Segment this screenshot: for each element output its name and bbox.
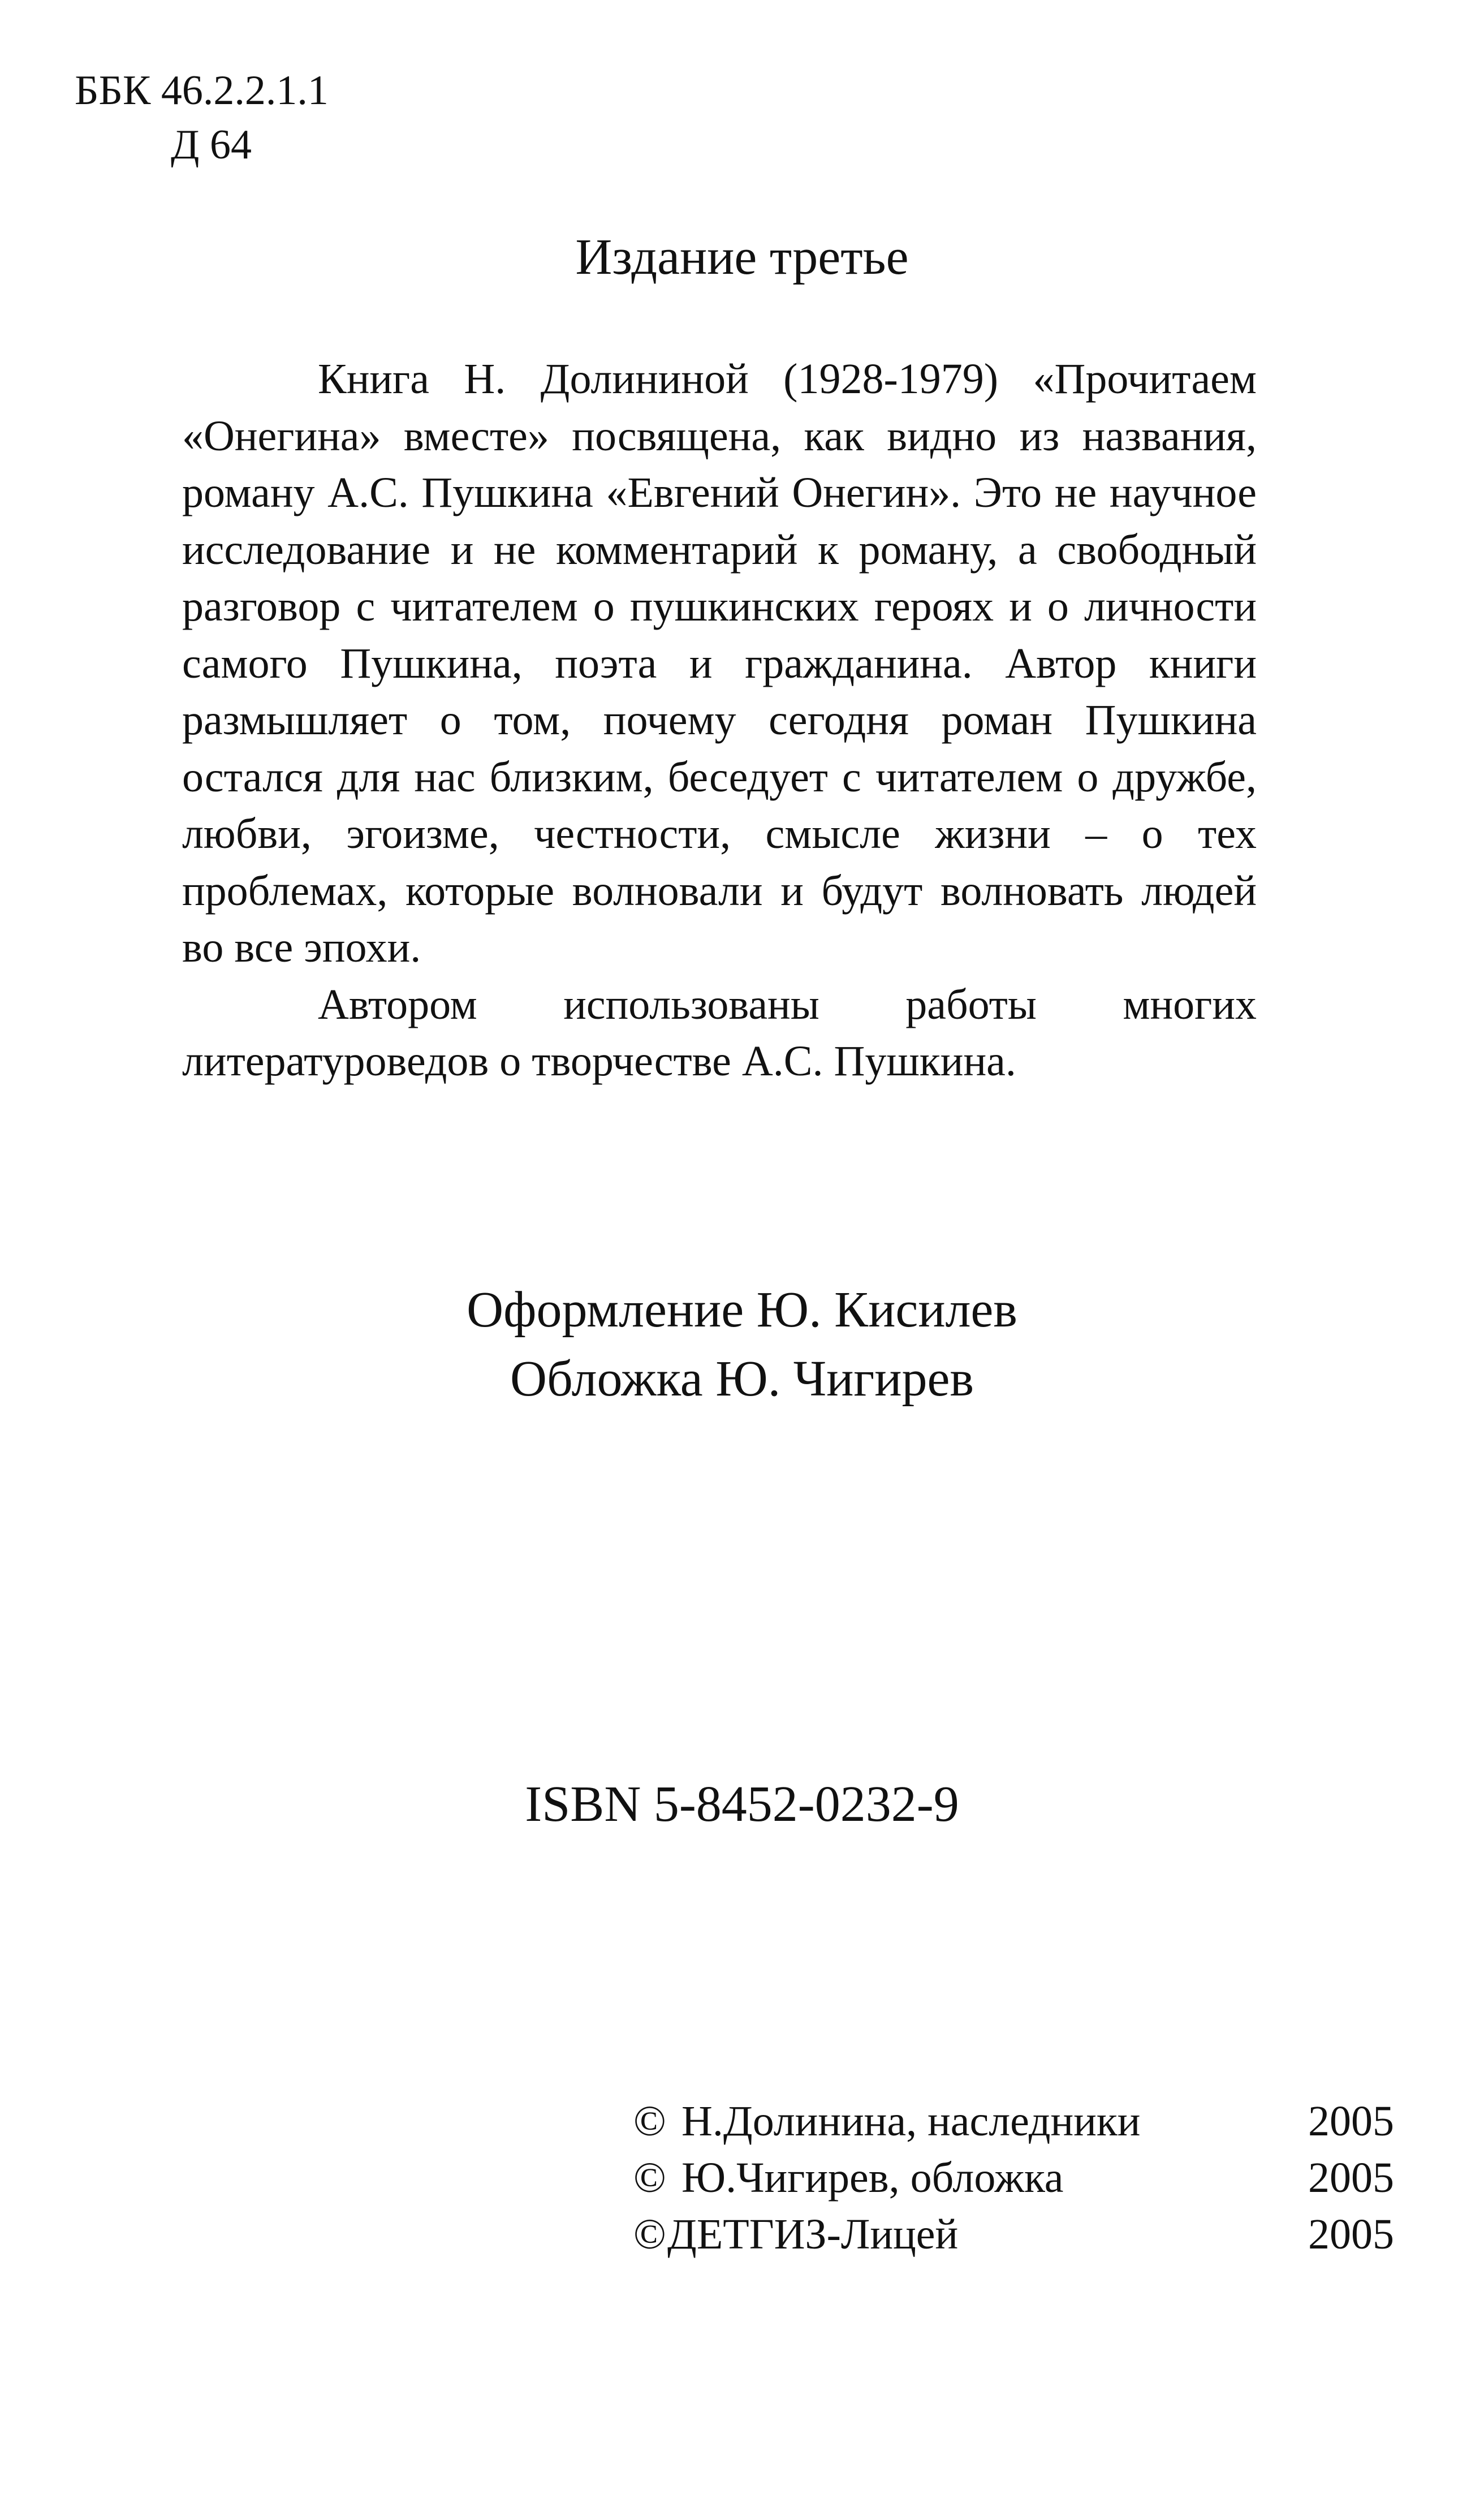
copyright-holder: ДЕТГИЗ-Лицей (667, 2211, 959, 2258)
copyright-row (633, 2206, 1394, 2263)
edition-title: Издание третье (575, 229, 909, 285)
copyright-holder: Н.Долинина, наследники (681, 2097, 1141, 2145)
copyright-block (633, 2093, 1394, 2263)
annotation-paragraph: Книга Н. Долининой (1928-1979) «Прочитаем «Онегина» вместе» посвящена, как видно из названия, роману А.С. Пушкина «Евгений Онегин». Это не научное исследование и не комментарий к роману, а свободный разговор с читателем о пушкинских героях и о личности самого Пушкина, поэта и гражданина. Автор книги размышляет о том, почему сегодня роман Пушкина остался для нас близким, беседует с читателем о дружбе, любви, эгоизме, честности, смысле жизни – о тех проблемах, которые волновали и будут волновать людей во все эпохи. (182, 355, 1257, 971)
copyright-symbol: © (633, 2211, 666, 2258)
author-mark: Д 64 (171, 122, 252, 168)
copyright-row (633, 2093, 1394, 2150)
credits (0, 1276, 1484, 1414)
isbn: ISBN 5-8452-0232-9 (525, 1776, 959, 1832)
copyright-symbol: © (633, 2154, 666, 2202)
design-credit: Оформление Ю. Кисилев (467, 1282, 1017, 1338)
copyright-year: 2005 (1308, 2211, 1394, 2258)
annotation-paragraph: Автором использованы работы многих литературоведов о творчестве А.С. Пушкина. (182, 980, 1257, 1085)
cover-credit: Обложка Ю. Чигирев (510, 1351, 974, 1407)
copyright-symbol: © (633, 2097, 666, 2145)
library-classification (75, 63, 329, 172)
copyright-year: 2005 (1308, 2097, 1394, 2145)
copyright-row (633, 2150, 1394, 2206)
bbk-code: ББК 46.2.2.1.1 (75, 67, 329, 114)
copyright-year: 2005 (1308, 2154, 1394, 2202)
annotation (182, 351, 1257, 1090)
copyright-holder: Ю.Чигирев, обложка (681, 2154, 1064, 2202)
